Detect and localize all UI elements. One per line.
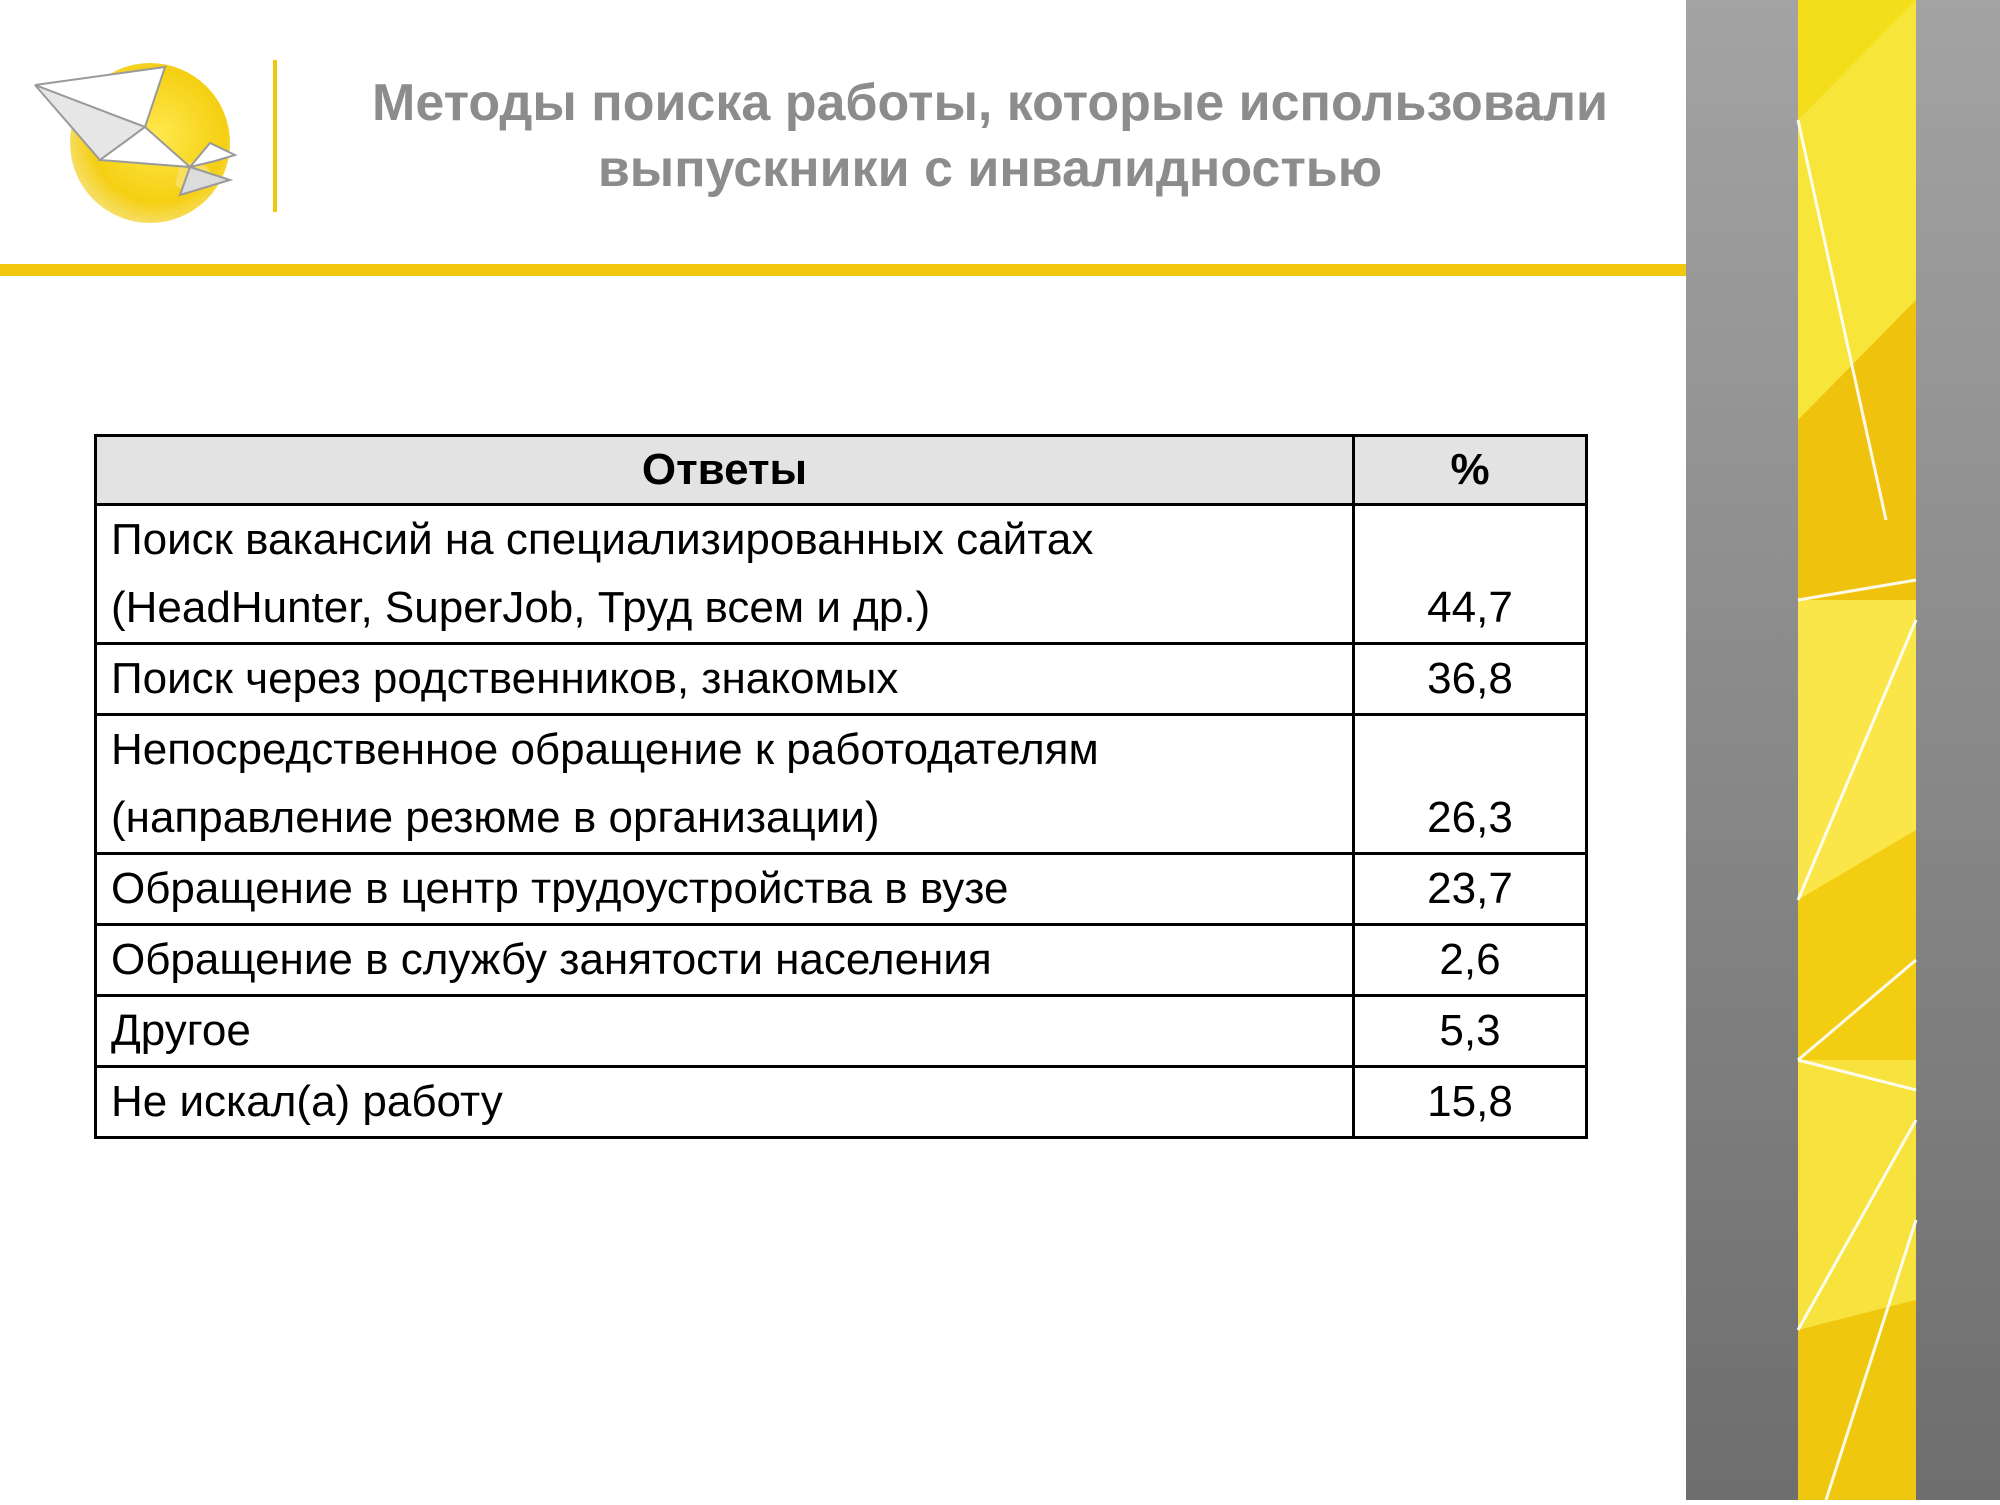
answer-text: Поиск через родственников, знакомых — [111, 654, 899, 703]
answer-cell — [96, 1067, 1354, 1138]
answer-text: (HeadHunter, SuperJob, Труд всем и др.) — [111, 583, 931, 632]
percent-cell: 23,7 — [1354, 854, 1587, 925]
answer-cell — [96, 996, 1354, 1067]
table-header-row — [96, 436, 1587, 505]
table-row — [96, 715, 1587, 854]
answer-text: Не искал(а) работу — [111, 1077, 503, 1126]
logo-divider — [273, 60, 277, 212]
answer-text: Обращение в центр трудоустройства в вузе — [111, 864, 1009, 913]
column-header-answers: Ответы — [96, 436, 1354, 505]
slide-title — [300, 70, 1680, 202]
answer-text: Другое — [111, 1006, 251, 1055]
answer-text: Поиск вакансий на специализированных сайтах — [111, 515, 1094, 564]
origami-bird-globe-icon — [30, 55, 245, 225]
answer-cell — [96, 715, 1354, 854]
table-row — [96, 925, 1587, 996]
table-row — [96, 996, 1587, 1067]
answer-text: (направление резюме в организации) — [111, 793, 880, 842]
answer-cell — [96, 644, 1354, 715]
answer-cell — [96, 925, 1354, 996]
answer-cell — [96, 505, 1354, 644]
percent-cell: 15,8 — [1354, 1067, 1587, 1138]
percent-cell: 36,8 — [1354, 644, 1587, 715]
answer-text: Непосредственное обращение к работодателям — [111, 725, 1099, 774]
header-rule — [0, 264, 1800, 276]
table-row — [96, 505, 1587, 644]
table-row — [96, 1067, 1587, 1138]
answer-cell — [96, 854, 1354, 925]
decorative-stripes-graphic — [1686, 0, 2000, 1500]
percent-cell: 5,3 — [1354, 996, 1587, 1067]
job-search-methods-table — [94, 434, 1588, 1139]
column-header-percent: % — [1354, 436, 1587, 505]
slide-title-line-1: Методы поиска работы, которые использовали — [372, 74, 1608, 132]
percent-cell: 44,7 — [1354, 505, 1587, 644]
percent-cell: 26,3 — [1354, 715, 1587, 854]
slide-title-line-2: выпускники с инвалидностью — [597, 140, 1383, 198]
answer-text: Обращение в службу занятости населения — [111, 935, 992, 984]
decorative-side-panel — [1686, 0, 2000, 1500]
logo — [30, 55, 245, 225]
table-row — [96, 854, 1587, 925]
percent-cell: 2,6 — [1354, 925, 1587, 996]
table-row — [96, 644, 1587, 715]
